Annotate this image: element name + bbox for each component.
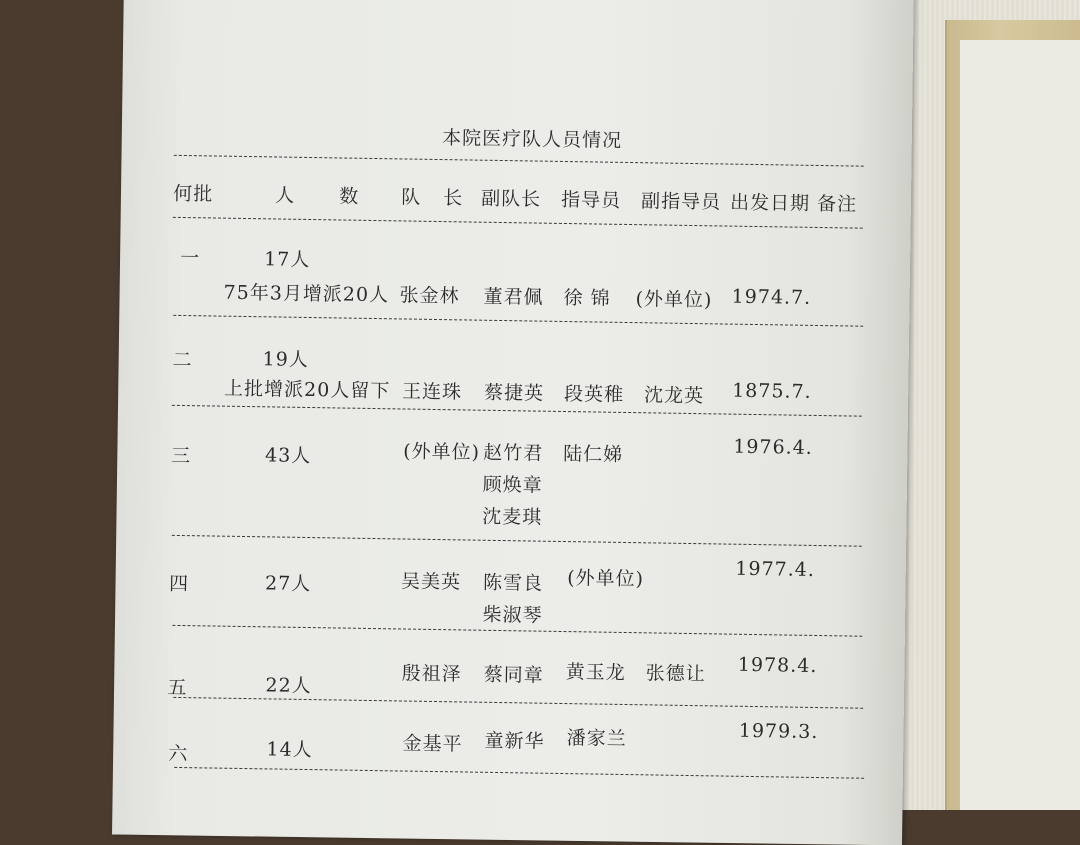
row1-batch: 一 <box>180 246 201 270</box>
divider <box>173 217 863 229</box>
row4-leader: 吴美英 <box>400 570 462 594</box>
row3-vice-leader-1: 赵竹君 <box>482 441 544 465</box>
row2-count: 19人 <box>262 348 309 371</box>
header-instructor: 指导员 <box>560 188 622 212</box>
row2-instructor: 段英稚 <box>563 383 625 406</box>
row3-date: 1976.4. <box>733 435 813 459</box>
divider <box>173 315 863 327</box>
row4-instructor: (外单位) <box>567 567 645 591</box>
row1-vice-leader: 董君佩 <box>483 285 544 309</box>
row2-leader: 王连珠 <box>401 380 463 404</box>
header-count-2: 数 <box>339 185 360 208</box>
row2-note: 上批增派20人留下 <box>223 377 391 403</box>
row4-date: 1977.4. <box>735 557 816 581</box>
row1-instructor: 徐 锦 <box>563 286 611 310</box>
row6-vice-leader: 童新华 <box>484 729 545 753</box>
row2-vice-leader: 蔡捷英 <box>483 381 545 405</box>
divider <box>173 697 863 709</box>
divider <box>174 767 864 779</box>
row1-date: 1974.7. <box>731 285 812 309</box>
row6-count: 14人 <box>266 738 313 762</box>
row5-vice-instructor: 张德让 <box>645 662 706 686</box>
row1-note: 75年3月增派20人 <box>223 281 390 307</box>
row5-date: 1978.4. <box>737 653 818 678</box>
row6-instructor: 潘家兰 <box>566 727 627 751</box>
row6-date: 1979.3. <box>738 719 819 744</box>
row3-leader: (外单位) <box>403 440 481 464</box>
row5-instructor: 黄玉龙 <box>565 661 626 685</box>
row5-leader: 殷祖泽 <box>401 662 462 686</box>
row4-vice-leader-2: 柴淑琴 <box>482 603 543 627</box>
divider <box>172 405 862 417</box>
row5-batch: 五 <box>167 676 188 700</box>
row6-batch: 六 <box>168 742 189 766</box>
divider <box>174 155 864 167</box>
row4-batch: 四 <box>168 572 190 596</box>
header-vice-instructor: 副指导员 <box>640 190 722 214</box>
row3-count: 43人 <box>264 444 312 468</box>
row3-batch: 三 <box>170 444 192 468</box>
header-leader-1: 队 <box>400 186 422 209</box>
row3-vice-leader-2: 顾焕章 <box>482 473 543 497</box>
header-remark: 备注 <box>816 192 858 216</box>
row3-vice-leader-3: 沈麦琪 <box>481 505 543 529</box>
row4-vice-leader-1: 陈雪良 <box>482 571 544 595</box>
header-vice-leader: 副队长 <box>480 187 542 211</box>
row6-leader: 金基平 <box>402 732 463 756</box>
header-batch: 何批 <box>173 182 214 206</box>
row5-count: 22人 <box>265 674 312 698</box>
divider <box>172 535 862 547</box>
row4-count: 27人 <box>264 572 312 596</box>
header-count-1: 人 <box>275 184 296 207</box>
row2-batch: 二 <box>172 348 193 372</box>
row1-leader: 张金林 <box>399 284 460 308</box>
row1-vice-instructor: (外单位) <box>635 288 713 312</box>
row3-instructor: 陆仁娣 <box>562 443 624 466</box>
row1-count: 17人 <box>264 248 311 272</box>
row2-date: 1875.7. <box>732 379 812 403</box>
header-date: 出发日期 <box>729 191 811 215</box>
header-leader-2: 长 <box>442 187 464 210</box>
row2-vice-instructor: 沈龙英 <box>643 384 705 408</box>
page-title: 本院医疗队人员情况 <box>441 127 623 152</box>
row5-vice-leader: 蔡同章 <box>483 663 544 687</box>
